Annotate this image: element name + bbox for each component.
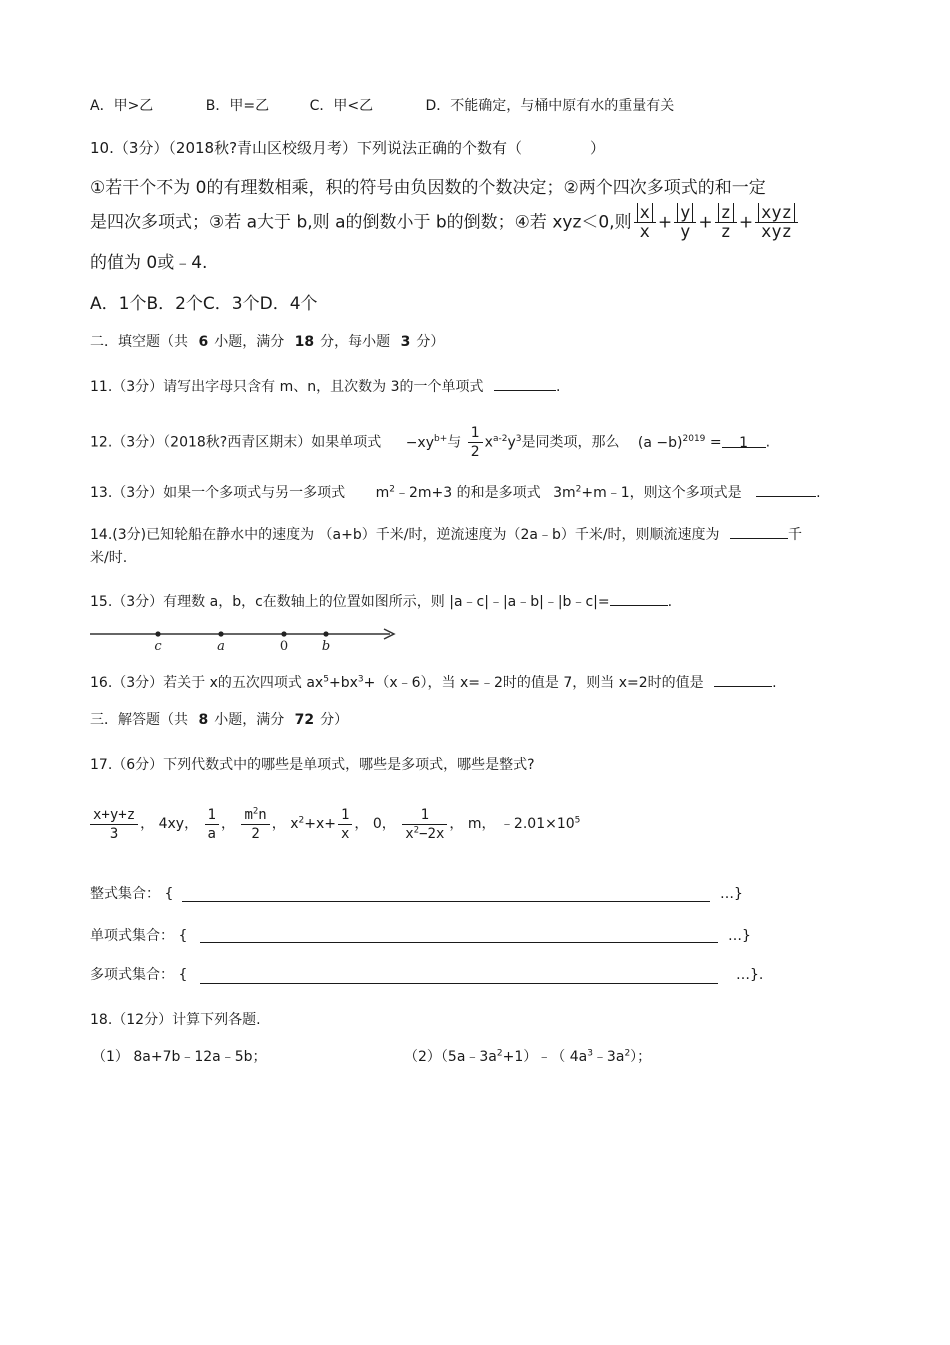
q18-p2-d: ）； (630, 1049, 652, 1065)
separator: ， (271, 816, 286, 832)
q13 (90, 482, 821, 503)
q10-frac2-num: y (677, 203, 693, 223)
q12-mid: 是同类项，那么 (521, 434, 620, 451)
section-2-mid2: 分，每小题 (320, 334, 391, 350)
q17-e5-rest: +x+ (304, 816, 336, 832)
q15-text: 15.（3分）有理数 a，b，c在数轴上的位置如图所示，则 |a﹣c|﹣|a﹣b|﹣|b﹣c|= (90, 594, 610, 610)
q16-end: . (772, 675, 777, 691)
q17-expressions (88, 800, 580, 848)
q10-fraction-z (715, 204, 737, 241)
q17-e1-num: x+y+z (93, 806, 136, 823)
q10-frac3-den: z (715, 222, 737, 241)
q13-answer-blank[interactable] (756, 482, 816, 497)
q10-fraction-x (634, 204, 656, 241)
q16-sup2: 3 (357, 674, 364, 685)
section-2-each: 3 (400, 334, 411, 350)
number-line-label-a: a (217, 639, 225, 654)
q9-options (90, 96, 674, 116)
q17-e5-den: x (338, 824, 352, 843)
q11-text: 11.（3分）请写出字母只含有 m、n，且次数为 3的一个单项式 (90, 379, 484, 395)
section-3-mid: 小题，满分 (214, 712, 285, 728)
q17-e5-num: 1 (340, 806, 350, 823)
q10-fraction-xyz (755, 204, 798, 241)
q12-y-sup: 3 (515, 433, 522, 444)
q17-e4-rest: n (258, 806, 267, 823)
q14-line1 (90, 524, 802, 545)
section-3-end: 分） (320, 712, 349, 728)
q17-expr-4 (241, 806, 269, 843)
q17-e9-sup: 5 (574, 815, 581, 826)
set-polynomial-end: …}. (736, 967, 764, 983)
q12-end: . (765, 434, 771, 451)
set-monomial-answer-line[interactable] (200, 942, 718, 943)
q10-frac4-num: xyz (758, 203, 795, 223)
separator: ， (449, 816, 464, 832)
section-3-count: 8 (198, 712, 209, 728)
q12-half-den: 2 (468, 442, 483, 461)
number-line-point-b (323, 631, 328, 636)
q10-stem-end: ） (590, 139, 606, 157)
q17-expr-8: m (467, 816, 482, 832)
q17-expr-5: x (290, 816, 299, 832)
q10-frac4-den: xyz (755, 222, 798, 241)
q12-answer: 1 (739, 434, 749, 451)
q17-expr-2: 4xy (158, 816, 185, 832)
section-3-score: 72 (294, 712, 315, 728)
q9-option-c: C．甲<乙 (309, 98, 374, 114)
q17-expr-9: ﹣2.01×10 (499, 816, 575, 832)
q11 (90, 376, 560, 397)
separator: ， (184, 816, 199, 832)
q17-e3-num: 1 (207, 806, 216, 823)
q17-e7-den: x (405, 825, 414, 842)
q12-y: y (507, 434, 516, 451)
separator: ， (354, 816, 369, 832)
section-3-heading (90, 710, 348, 730)
q17-expr-6: 0 (372, 816, 382, 832)
separator: ， (381, 816, 396, 832)
q17-expr-3 (205, 806, 219, 843)
number-line-points (154, 631, 330, 654)
q18-p2-sup2: 3 (587, 1048, 593, 1059)
q10-stem (90, 138, 605, 158)
q10-body-line2 (90, 204, 800, 241)
q18-part2 (404, 1047, 651, 1067)
separator: ， (481, 816, 496, 832)
section-2-count: 6 (198, 334, 209, 350)
q18-stem: 18.（12分）计算下列各题. (90, 1012, 261, 1028)
number-line-point-c (155, 631, 160, 636)
separator: ， (140, 816, 155, 832)
q10-frac1-num: x (637, 203, 653, 223)
q15-answer-blank[interactable] (610, 591, 668, 606)
q10-frac3-num: z (718, 203, 734, 223)
q17-e7-den-rest: −2x (419, 825, 445, 842)
q18-p2-sup3: 2 (624, 1048, 631, 1059)
q12-answer-blank[interactable] (722, 429, 766, 451)
q9-option-d: D．不能确定，与桶中原有水的重量有关 (425, 98, 675, 114)
q9-option-b: B．甲=乙 (205, 98, 270, 114)
q18-part1: （1） 8a+7b﹣12a﹣5b； (92, 1049, 267, 1065)
q15 (90, 591, 672, 612)
q18-p2-sup1: 2 (496, 1048, 503, 1059)
set-integral-end: …} (720, 886, 743, 902)
q16-mid2: +（x﹣6），当 x=﹣2时的值是 7，则当 x=2时的值是 (363, 675, 704, 691)
q10-options: A．1个B．2个C．3个D．4个 (90, 294, 318, 314)
number-line-label-0: 0 (279, 639, 289, 654)
q13-p2-sup: 2 (575, 484, 582, 495)
q12-half-fraction (468, 424, 483, 461)
q16-sup1: 5 (323, 674, 329, 685)
q12-term1: −xy (405, 434, 434, 451)
set-integral-answer-line[interactable] (182, 901, 710, 902)
q12-term1-sup: b+ (434, 433, 448, 444)
set-integral-label: 整式集合： { (90, 886, 174, 902)
q17-e3-den: a (205, 824, 219, 843)
q18-p2-a: （2）（5a﹣3a (404, 1049, 497, 1065)
q17-e4-num: m (244, 806, 253, 823)
q12-x-sup: a-2 (492, 433, 508, 444)
set-polynomial-label: 多项式集合： { (90, 967, 188, 983)
q15-end: . (667, 594, 673, 610)
q10-frac1-den: x (634, 222, 656, 241)
q17-e7-num: 1 (420, 806, 430, 823)
q12-x: x (484, 434, 493, 451)
q10-stem-text: 10.（3分）（2018秋?青山区校级月考）下列说法正确的个数有（ (90, 139, 523, 157)
plus-sign: + (738, 212, 754, 233)
separator: ， (220, 816, 235, 832)
set-monomial-end: …} (728, 928, 751, 944)
q14-answer-blank[interactable] (730, 524, 788, 539)
q13-p2: 3m (553, 485, 576, 501)
q16-mid1: +bx (328, 675, 358, 691)
q17-e4-sup: 2 (252, 805, 259, 816)
section-2-score: 18 (294, 334, 315, 350)
q10-body-line1: ①若干个不为 0的有理数相乘，积的符号由负因数的个数决定；②两个四次多项式的和一定 (90, 178, 766, 198)
q10-fraction-y (674, 204, 696, 241)
q10-frac2-den: y (674, 222, 696, 241)
q17-e1-den: 3 (90, 824, 138, 843)
section-2-end: 分） (416, 334, 445, 350)
q12-pre: 12.（3分）（2018秋?西青区期末）如果单项式 (90, 434, 382, 451)
q14-text: 14.(3分)已知轮船在静水中的速度为 （a+b）千米/时，逆流速度为（2a﹣b）千米/时，则顺流速度为 (90, 527, 720, 543)
q12-expr: (a −b) (637, 434, 683, 451)
q14-line2: 米/时. (90, 550, 128, 566)
q16-answer-blank[interactable] (714, 672, 772, 687)
q12-with: 与 (447, 434, 462, 451)
q17-e5-sup: 2 (298, 815, 305, 826)
q13-p1-sup: 2 (389, 484, 395, 495)
section-3-prefix: 三．解答题（共 (90, 712, 188, 728)
section-2-mid: 小题，满分 (214, 334, 285, 350)
plus-sign: + (657, 212, 673, 233)
number-line-point-0 (281, 631, 286, 636)
q13-p1-rest: ﹣2m+3 (395, 485, 453, 501)
q18-p2-b: +1）﹣（ 4a (502, 1049, 588, 1065)
q13-end: . (816, 485, 821, 501)
q17-expr-5-fraction (338, 806, 352, 843)
section-2-heading (90, 332, 444, 352)
plus-sign: + (698, 212, 713, 233)
q12-eq: = (709, 434, 722, 451)
q18-p2-c: ﹣3a (592, 1049, 625, 1065)
q11-answer-blank[interactable] (494, 376, 556, 391)
set-polynomial-answer-line[interactable] (200, 983, 718, 984)
number-line-point-a (218, 631, 223, 636)
q16-pre: 16.（3分）若关于 x的五次四项式 ax (90, 675, 324, 691)
q13-mid: 的和是多项式 (456, 485, 541, 501)
q12 (90, 424, 770, 461)
q17-e4-den: 2 (241, 824, 269, 843)
q12-half-num: 1 (470, 425, 480, 441)
q13-pre: 13.（3分）如果一个多项式与另一多项式 (90, 485, 346, 501)
q14-unit: 千 (788, 527, 802, 543)
q10-body-line2-text: 是四次多项式；③若 a大于 b,则 a的倒数小于 b的倒数；④若 xyz＜0,则 (90, 212, 632, 233)
number-line-label-c: c (154, 639, 162, 654)
q17-expr-1 (90, 806, 138, 843)
number-line-label-b: b (321, 639, 331, 654)
q17-expr-7 (402, 806, 447, 843)
q13-p2-rest: +m﹣1，则这个多项式是 (581, 485, 742, 501)
number-line-figure (88, 622, 402, 654)
q17-e7-den-sup: 2 (413, 824, 420, 835)
q13-p1: m (375, 485, 390, 501)
q12-expr-sup: 2019 (682, 433, 706, 444)
q17-stem: 17.（6分）下列代数式中的哪些是单项式，哪些是多项式，哪些是整式? (90, 757, 535, 773)
q11-end: . (555, 379, 561, 395)
set-monomial-label: 单项式集合： { (90, 928, 188, 944)
q10-body-line3: 的值为 0或﹣4. (90, 253, 208, 273)
q16 (90, 672, 777, 693)
q9-option-a: A．甲>乙 (90, 98, 154, 114)
section-2-prefix: 二．填空题（共 (90, 334, 188, 350)
